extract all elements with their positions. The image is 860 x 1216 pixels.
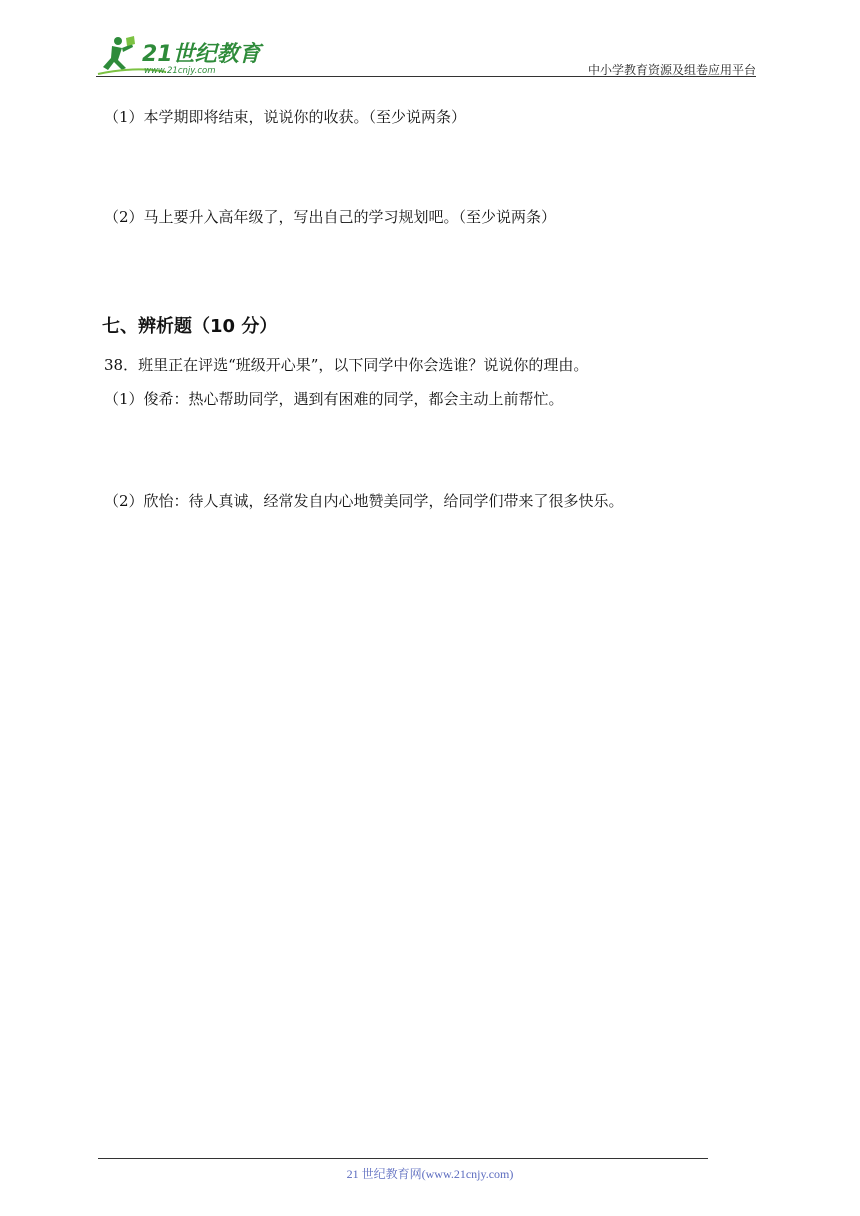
- logo-text: 21世纪教育: [142, 42, 261, 67]
- question-a2: （2）马上要升入高年级了，写出自己的学习规划吧。（至少说两条）: [104, 208, 557, 226]
- header-divider: [96, 76, 756, 77]
- footer-divider: [98, 1158, 708, 1159]
- footer-text: 21 世纪教育网(www.21cnjy.com): [346, 1167, 514, 1181]
- question-38: 38．班里正在评选“班级开心果”，以下同学中你会选谁？说说你的理由。: [104, 356, 589, 374]
- logo: [96, 34, 266, 78]
- question-38-part2: （2）欣怡：待人真诚，经常发自内心地赞美同学，给同学们带来了很多快乐。: [104, 492, 624, 510]
- question-a1: （1）本学期即将结束，说说你的收获。（至少说两条）: [104, 108, 467, 126]
- header-tagline: 中小学教育资源及组卷应用平台: [587, 63, 756, 77]
- page-header: [96, 34, 756, 78]
- question-38-part1: （1）俊希：热心帮助同学，遇到有困难的同学，都会主动上前帮忙。: [104, 390, 564, 408]
- section-title: 七、辨析题（10 分）: [102, 316, 278, 337]
- logo-url: www.21cnjy.com: [144, 66, 216, 76]
